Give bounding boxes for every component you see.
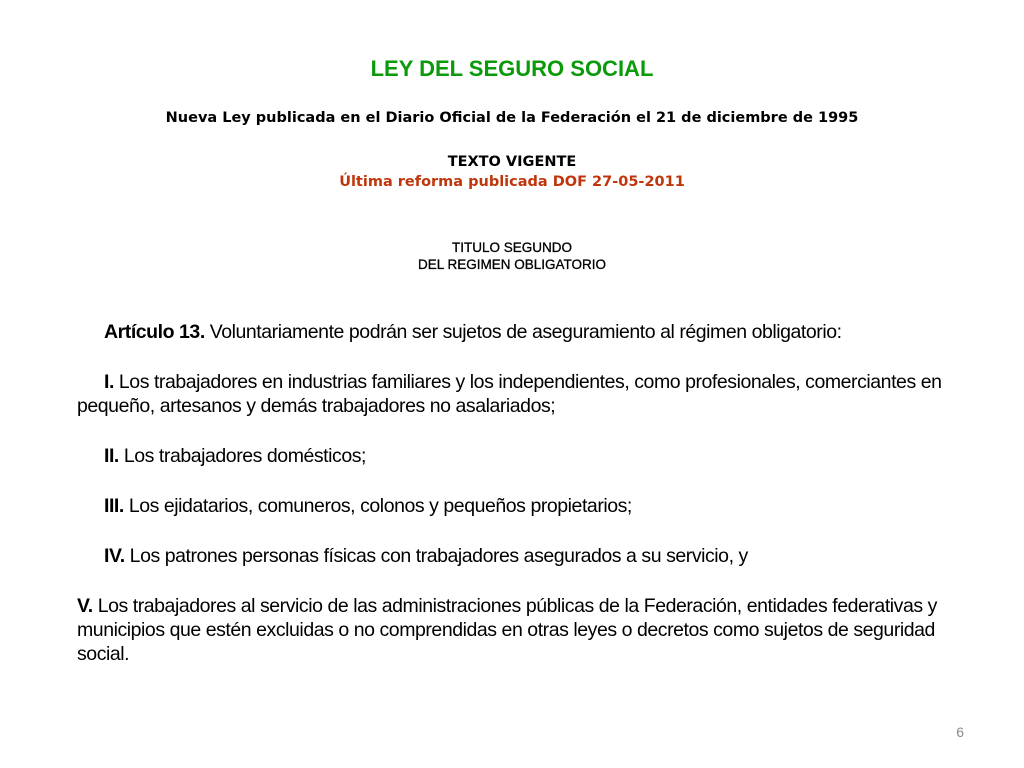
page-number: 6 bbox=[956, 724, 964, 740]
item-text: Los trabajadores domésticos; bbox=[118, 445, 366, 467]
text-status-block bbox=[0, 152, 1024, 192]
article-intro bbox=[77, 320, 987, 344]
item-text: Los patrones personas físicas con trabajadores asegurados a su servicio, y bbox=[124, 545, 748, 567]
item-text: Los trabajadores en industrias familiares y los independientes, como profesionales, comerciantes en pequeño, artesanos y demás trabajadores no asalariados; bbox=[77, 371, 942, 417]
article-item-2 bbox=[77, 444, 987, 468]
publication-note: Nueva Ley publicada en el Diario Oficial de la Federación el 21 de diciembre de 1995 bbox=[165, 110, 859, 126]
article-body bbox=[77, 320, 987, 692]
last-reform-note: Última reforma publicada DOF 27-05-2011 bbox=[339, 174, 685, 190]
document-title: LEY DEL SEGURO SOCIAL bbox=[370, 56, 654, 81]
item-text: Los ejidatarios, comuneros, colonos y pequeños propietarios; bbox=[123, 495, 632, 517]
item-numeral: III. bbox=[104, 495, 124, 517]
article-item-4 bbox=[77, 544, 987, 568]
section-title-line2: DEL REGIMEN OBLIGATORIO bbox=[417, 257, 607, 272]
texto-vigente-label: TEXTO VIGENTE bbox=[447, 154, 577, 170]
article-item-5 bbox=[77, 594, 987, 666]
article-intro-text: Voluntariamente podrán ser sujetos de aseguramiento al régimen obligatorio: bbox=[204, 321, 842, 343]
article-item-3 bbox=[77, 494, 987, 518]
item-numeral: I. bbox=[104, 371, 114, 393]
article-item-1 bbox=[77, 370, 987, 418]
section-title-line1: TITULO SEGUNDO bbox=[451, 240, 572, 255]
item-numeral: II. bbox=[104, 445, 119, 467]
article-label: Artículo 13. bbox=[104, 321, 205, 343]
section-heading bbox=[0, 239, 1024, 273]
item-text: Los trabajadores al servicio de las administraciones públicas de la Federación, entidades federativas y municipios que estén excluidas o no comprendidas en otras leyes o decretos como sujetos de seguridad social. bbox=[77, 595, 937, 665]
item-numeral: V. bbox=[77, 595, 93, 617]
item-numeral: IV. bbox=[104, 545, 125, 567]
